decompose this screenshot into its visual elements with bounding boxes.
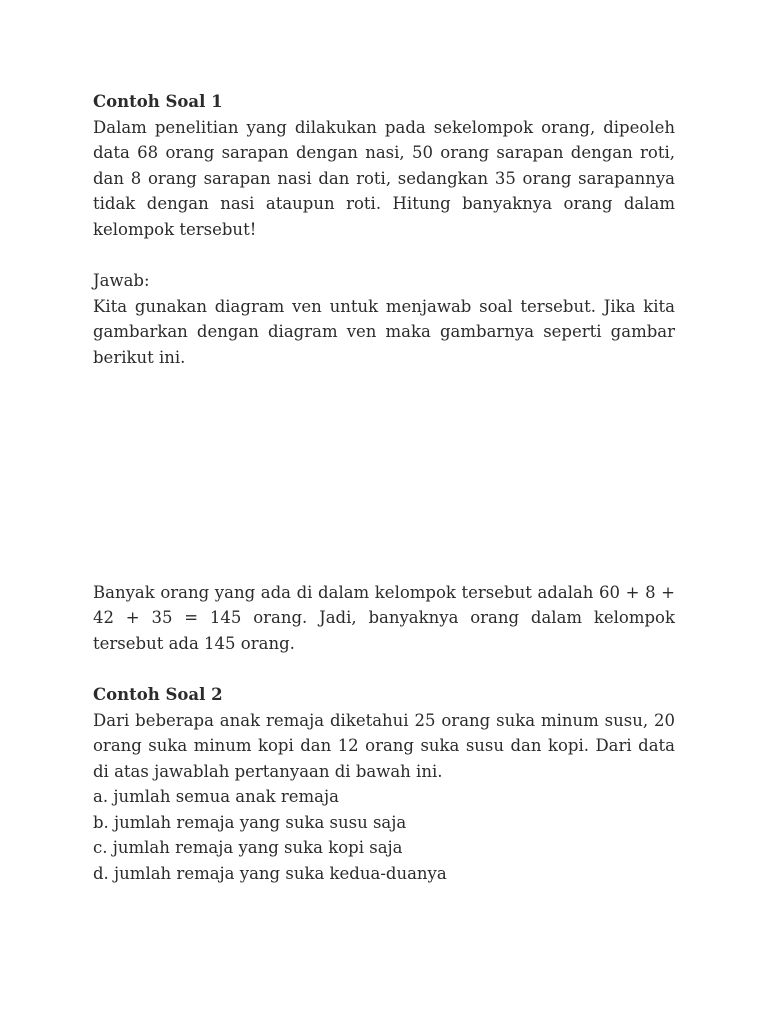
jawab-label: Jawab: (93, 271, 150, 291)
jawab-text: Kita gunakan diagram ven untuk menjawab soal tersebut. Jika kita gambarkan dengan diagram ven maka gambarnya seperti gambar berikut ini. (93, 296, 675, 367)
spacer (93, 656, 675, 682)
venn-diagram-placeholder (93, 371, 675, 580)
document-page (93, 89, 675, 887)
spacer (93, 243, 675, 269)
soal-2-text: Dari beberapa anak remaja diketahui 25 orang suka minum susu, 20 orang suka minum kopi dan 12 orang suka susu dan kopi. Dari data di atas jawablah pertanyaan di bawah ini. (93, 710, 675, 781)
soal-1-text: Dalam penelitian yang dilakukan pada sekelompok orang, dipeoleh data 68 orang sarapan dengan nasi, 50 orang sarapan dengan roti, dan 8 orang sarapan nasi dan roti, sedangkan 35 orang sarapannya tidak dengan nasi ataupun roti. Hitung banyaknya orang dalam kelompok tersebut! (93, 117, 675, 239)
soal-2-item-b: b. jumlah remaja yang suka susu saja (93, 812, 407, 832)
soal-2-item-d: d. jumlah remaja yang suka kedua-duanya (93, 864, 447, 884)
soal-2-item-a: a. jumlah semua anak remaja (93, 787, 339, 807)
soal-2-heading: Contoh Soal 2 (93, 684, 223, 704)
jawab-result: Banyak orang yang ada di dalam kelompok tersebut adalah 60 + 8 + 42 + 35 = 145 orang. Jadi, banyaknya orang dalam kelompok tersebut ada 145 orang. (93, 582, 675, 653)
soal-2-item-c: c. jumlah remaja yang suka kopi saja (93, 838, 403, 858)
soal-1-heading: Contoh Soal 1 (93, 92, 223, 111)
